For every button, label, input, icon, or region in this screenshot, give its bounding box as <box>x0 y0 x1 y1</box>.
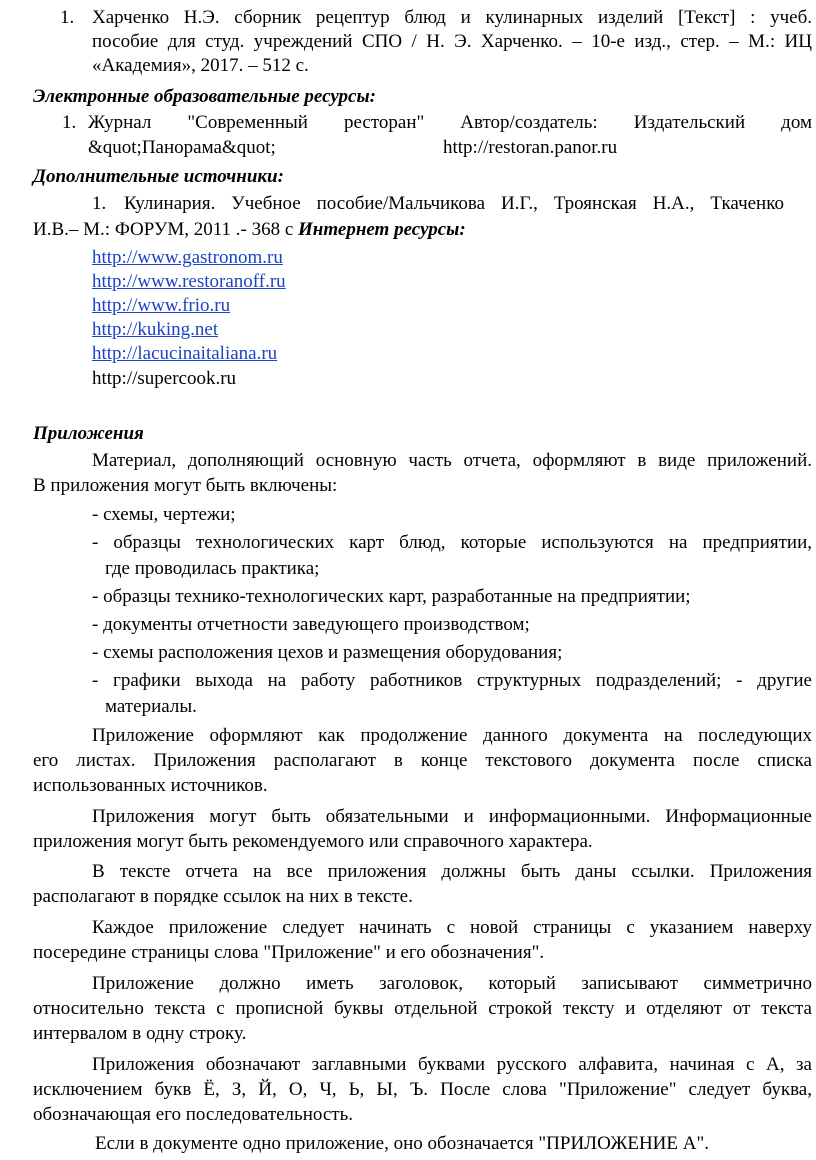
link-restoranoff[interactable]: http://www.restoranoff.ru <box>92 271 286 292</box>
ref1-line2: пособие для студ. учреждений СПО / Н. Э. Харченко. – 10-е изд., стер. – М.: ИЦ <box>92 31 812 52</box>
electronic-heading: Электронные образовательные ресурсы: <box>33 86 376 107</box>
appendix-list-item-2a: - образцы технологических карт блюд, которые используются на предприятии, <box>92 532 812 553</box>
appendix-intro1: Материал, дополняющий основную часть отчета, оформляют в виде приложений. <box>92 450 812 471</box>
appendix-p1-line2: его листах. Приложения располагают в конце текстового документа после списка <box>33 750 812 771</box>
electronic-line2-url: http://restoran.panor.ru <box>443 137 618 158</box>
electronic-line1: Журнал "Современный ресторан" Автор/создатель: Издательский дом <box>88 112 812 133</box>
appendix-p5-line1: Приложение должно иметь заголовок, который записывают симметрично <box>92 973 812 994</box>
link-frio[interactable]: http://www.frio.ru <box>92 295 231 316</box>
ref1-line3: «Академия», 2017. – 512 с. <box>92 55 309 76</box>
appendix-p4-line1: Каждое приложение следует начинать с новой страницы с указанием наверху <box>92 917 812 938</box>
link-gastronom[interactable]: http://www.gastronom.ru <box>92 247 283 268</box>
appendix-list-item-6b: материалы. <box>105 696 197 717</box>
appendix-p7: Если в документе одно приложение, оно обозначается "ПРИЛОЖЕНИЕ А". <box>95 1133 709 1154</box>
appendix-heading: Приложения <box>33 423 144 444</box>
appendix-p6-line1: Приложения обозначают заглавными буквами русского алфавита, начиная с А, за <box>92 1054 812 1075</box>
link-lacucinaitaliana[interactable]: http://lacucinaitaliana.ru <box>92 343 278 364</box>
internet-heading: Интернет ресурсы: <box>298 219 466 240</box>
additional-line2-text: И.В.– М.: ФОРУМ, 2011 .- 368 с <box>33 219 294 240</box>
plain-link-supercook: http://supercook.ru <box>92 368 237 389</box>
appendix-list-item-5: - схемы расположения цехов и размещения оборудования; <box>92 642 563 663</box>
appendix-list-item-1: - схемы, чертежи; <box>92 504 236 525</box>
appendix-list-item-4: - документы отчетности заведующего производством; <box>92 614 530 635</box>
appendix-p1-line3: использованных источников. <box>33 775 268 796</box>
appendix-p6-line3: обозначающая его последовательность. <box>33 1104 353 1125</box>
appendix-list-item-3: - образцы технико-технологических карт, разработанные на предприятии; <box>92 586 691 607</box>
appendix-list-item-2b: где проводилась практика; <box>105 558 320 579</box>
appendix-p2-line1: Приложения могут быть обязательными и информационными. Информационные <box>92 806 812 827</box>
appendix-p2-line2: приложения могут быть рекомендуемого или справочного характера. <box>33 831 593 852</box>
appendix-p3-line2: располагают в порядке ссылок на них в тексте. <box>33 886 413 907</box>
appendix-list-item-6a: - графики выхода на работу работников структурных подразделений; - другие <box>92 670 812 691</box>
link-kuking[interactable]: http://kuking.net <box>92 319 219 340</box>
appendix-p4-line2: посередине страницы слова "Приложение" и его обозначения". <box>33 942 545 963</box>
additional-heading: Дополнительные источники: <box>33 166 284 187</box>
additional-line1: Кулинария. Учебное пособие/Мальчикова И.Г., Троянская Н.А., Ткаченко <box>124 193 784 214</box>
appendix-p5-line2: относительно текста с прописной буквы отдельной строкой тексту и отделяют от текста <box>33 998 812 1019</box>
ref1-line1: Харченко Н.Э. сборник рецептур блюд и кулинарных изделий [Текст] : учеб. <box>92 7 812 28</box>
appendix-intro2: В приложения могут быть включены: <box>33 475 338 496</box>
appendix-p6-line2: исключением букв Ё, З, Й, О, Ч, Ь, Ы, Ъ. После слова "Приложение" следует буква, <box>33 1079 812 1100</box>
additional-line2 <box>33 218 466 242</box>
appendix-p3-line1: В тексте отчета на все приложения должны быть даны ссылки. Приложения <box>92 861 812 882</box>
electronic-item-number: 1. <box>62 112 77 133</box>
ref1-number: 1. <box>60 7 75 28</box>
appendix-p1-line1: Приложение оформляют как продолжение данного документа на последующих <box>92 725 812 746</box>
appendix-p5-line3: интервалом в одну строку. <box>33 1023 247 1044</box>
additional-item-number: 1. <box>92 193 107 214</box>
electronic-line2-left: &quot;Панорама&quot; <box>88 137 276 158</box>
